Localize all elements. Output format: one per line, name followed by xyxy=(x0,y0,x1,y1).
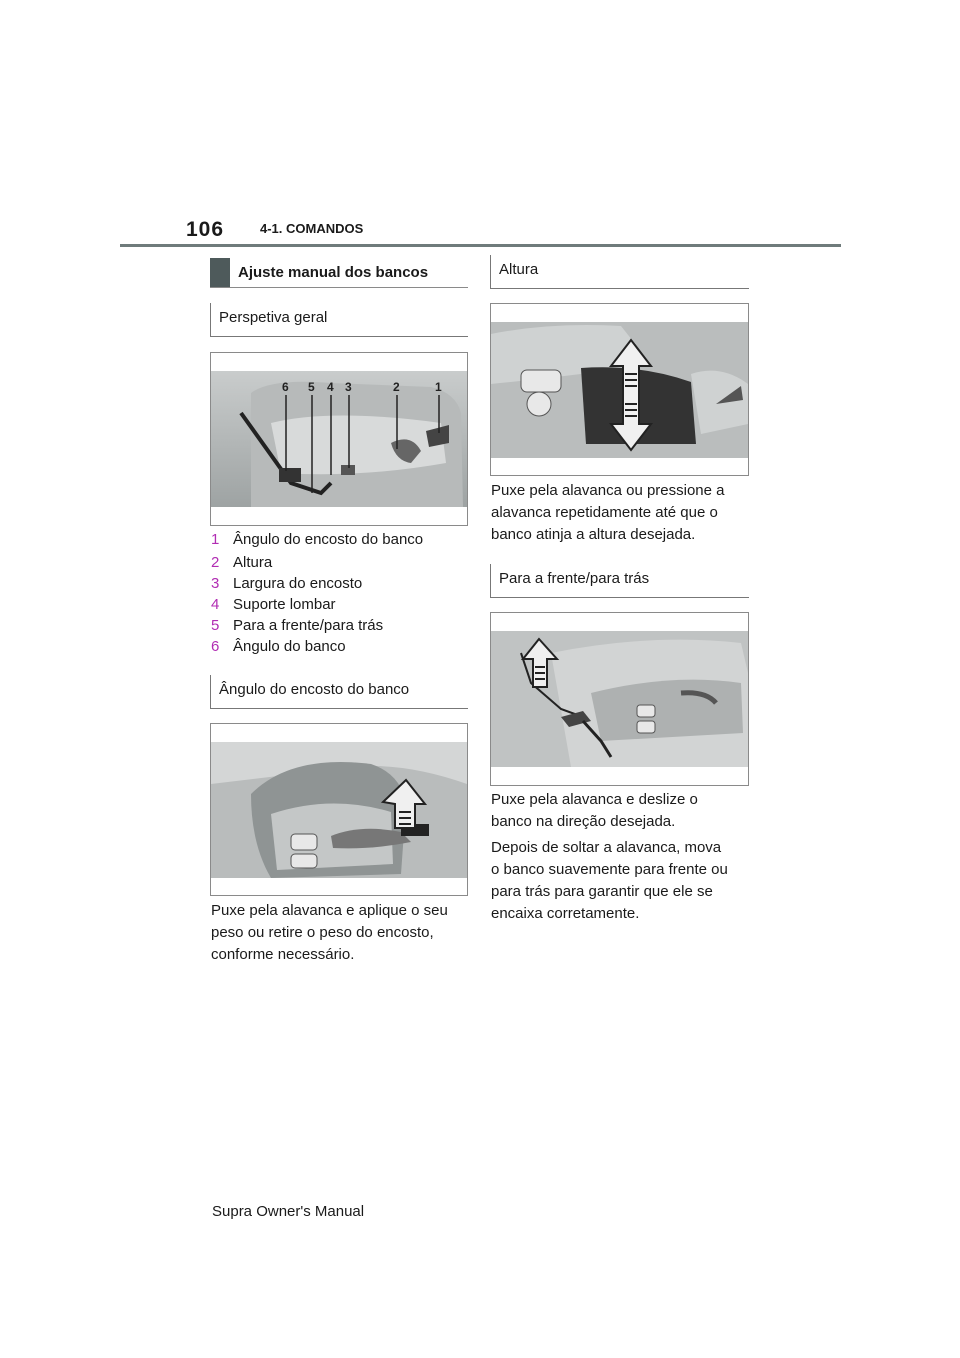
backrest-heading xyxy=(210,675,468,709)
footer-text: Supra Owner's Manual xyxy=(212,1203,365,1220)
height-heading-text: Altura xyxy=(499,261,539,278)
legend-item: 1 Ângulo do encosto do banco xyxy=(211,531,424,548)
fore-aft-figure xyxy=(490,612,749,786)
backrest-heading-text: Ângulo do encosto do banco xyxy=(219,681,410,698)
overview-heading xyxy=(210,303,468,337)
legend-item: 2 Altura xyxy=(211,554,273,571)
legend-item: 4 Suporte lombar xyxy=(211,596,336,613)
height-heading xyxy=(490,255,749,289)
backrest-paragraph: Puxe pela alavanca e aplique o seu peso ou retire o peso do encosto, conforme necessário. xyxy=(211,902,448,963)
backrest-figure xyxy=(210,723,468,896)
height-figure xyxy=(490,303,749,476)
section-label: 4-1. COMANDOS xyxy=(260,221,364,236)
legend-item: 5 Para a frente/para trás xyxy=(211,617,384,634)
legend-item: 3 Largura do encosto xyxy=(211,575,363,592)
fore-aft-heading xyxy=(490,564,749,598)
callout-3: 3 xyxy=(345,380,352,394)
main-heading xyxy=(210,258,468,288)
heading-block xyxy=(210,258,230,287)
main-heading-text: Ajuste manual dos bancos xyxy=(238,264,429,281)
callout-4: 4 xyxy=(327,380,334,394)
fore-aft-heading-text: Para a frente/para trás xyxy=(499,570,650,587)
fore-aft-paragraph-2: Depois de soltar a alavanca, mova o banco suavemente para frente ou para trás para garantir que ele se encaixa corretamente. xyxy=(491,839,728,922)
height-paragraph: Puxe pela alavanca ou pressione a alavanca repetidamente até que o banco atinja a altura desejada. xyxy=(491,482,725,543)
header-rule xyxy=(120,244,841,247)
callout-1: 1 xyxy=(435,380,442,394)
overview-figure xyxy=(210,352,468,526)
page-number: 106 xyxy=(186,218,225,241)
legend-list xyxy=(211,529,471,657)
fore-aft-paragraph-1: Puxe pela alavanca e deslize o banco na direção desejada. xyxy=(491,791,698,830)
overview-heading-text: Perspetiva geral xyxy=(219,309,328,326)
callout-2: 2 xyxy=(393,380,400,394)
legend-item: 6 Ângulo do banco xyxy=(211,638,346,655)
callout-6: 6 xyxy=(282,380,289,394)
callout-5: 5 xyxy=(308,380,315,394)
